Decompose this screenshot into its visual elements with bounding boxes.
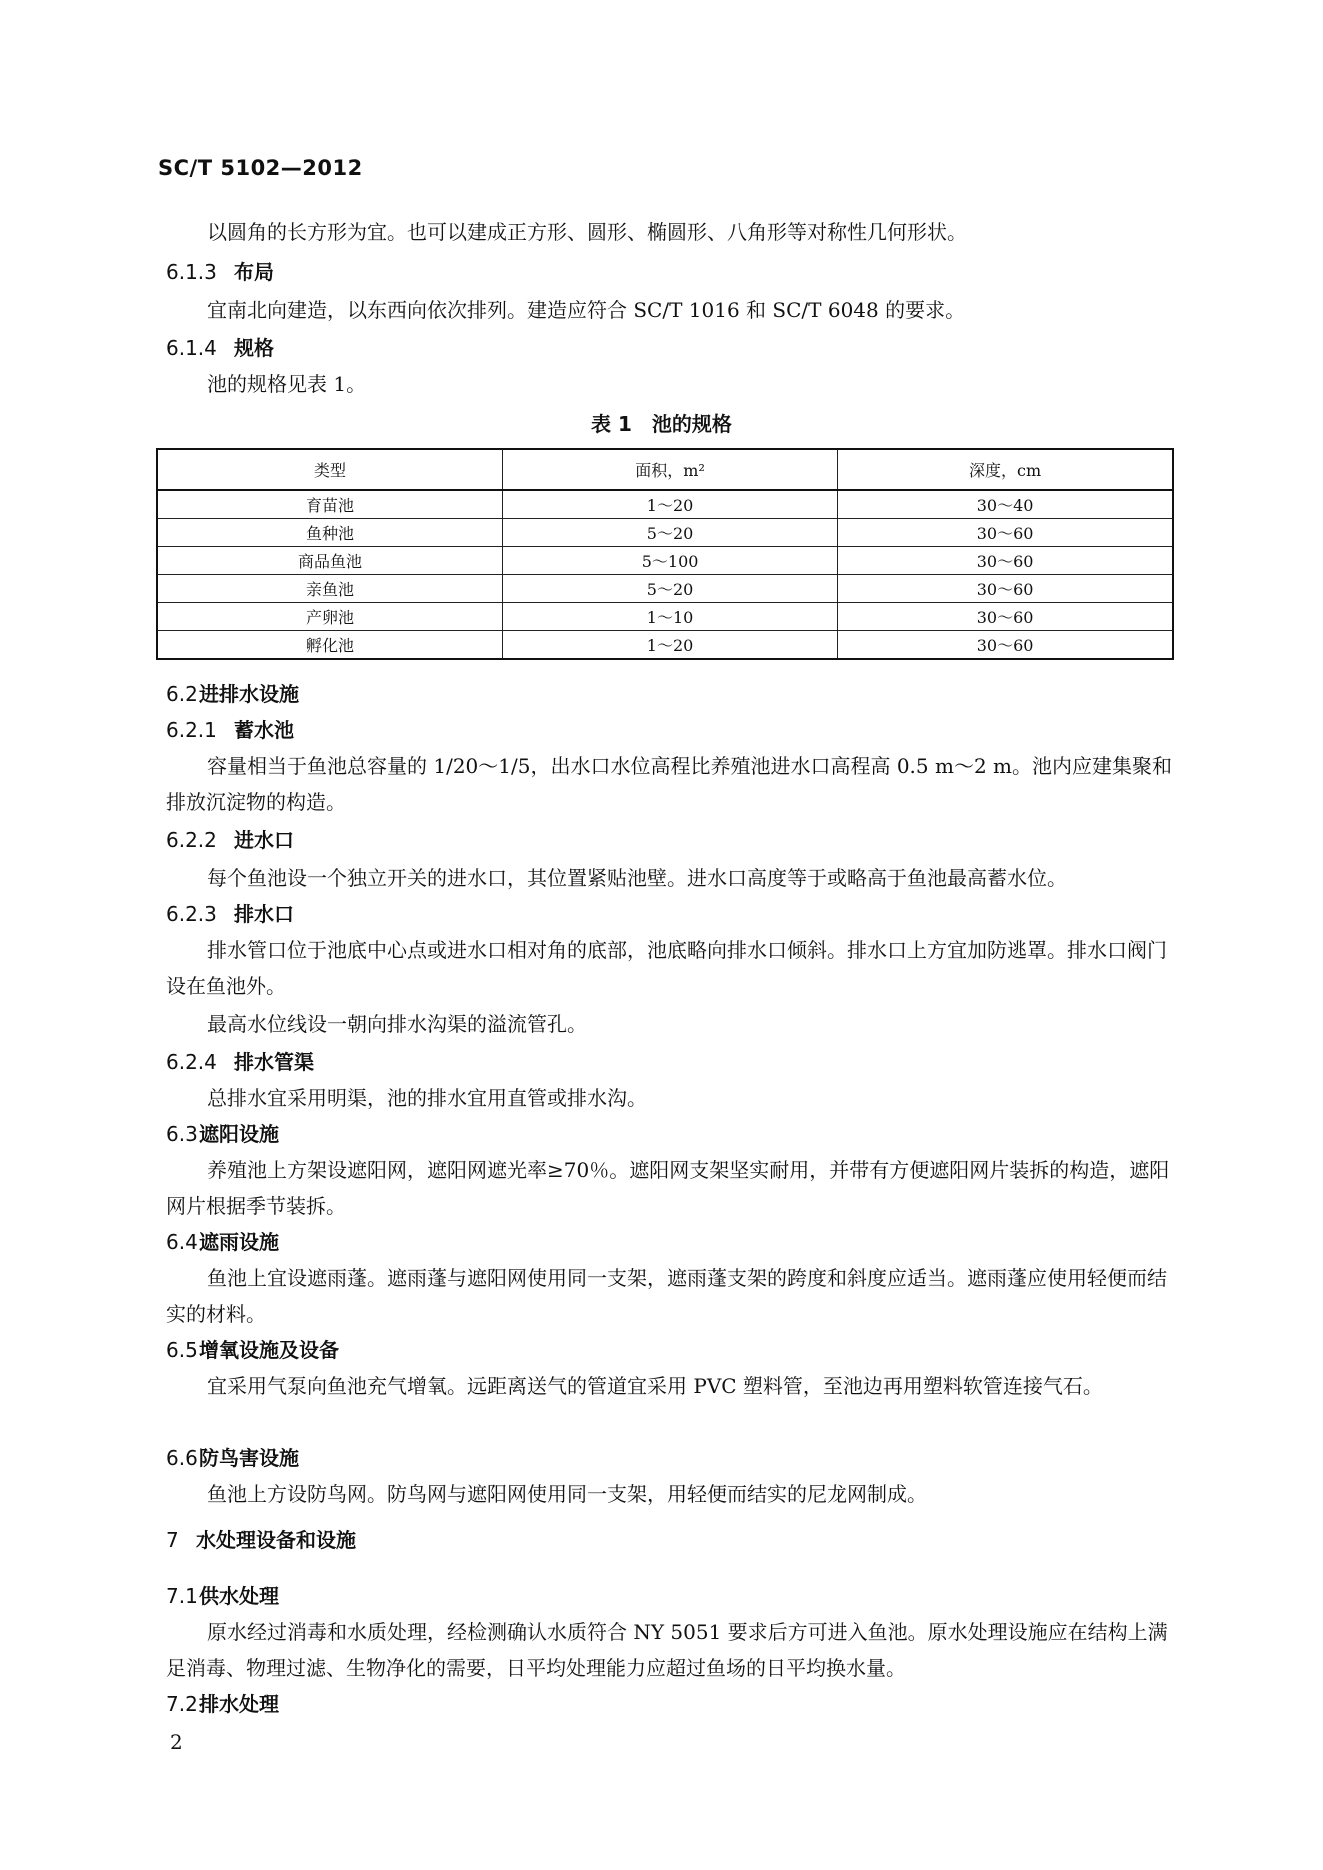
paragraph-6-3: 养殖池上方架设遮阳网，遮阳网遮光率≥70％。遮阳网支架坚实耐用，并带有方便遮阳网片装拆的构造，遮阳网片根据季节装拆。 [166, 1158, 1170, 1218]
heading-6-6 [166, 1442, 299, 1474]
section-title: 遮雨设施 [199, 1230, 279, 1254]
cell-depth: 30～60 [838, 603, 1173, 631]
cell-depth: 30～60 [838, 519, 1173, 547]
paragraph-6-2-2: 每个鱼池设一个独立开关的进水口，其位置紧贴池壁。进水口高度等于或略高于鱼池最高蓄水位。 [207, 866, 1067, 890]
cell-area: 1～20 [502, 631, 837, 660]
section-title: 排水处理 [199, 1692, 279, 1716]
section-title: 供水处理 [199, 1584, 279, 1608]
section-number: 6.2 [166, 682, 198, 706]
cell-area: 5～100 [502, 547, 837, 575]
paragraph-6-6: 鱼池上方设防鸟网。防鸟网与遮阳网使用同一支架，用轻便而结实的尼龙网制成。 [207, 1482, 927, 1506]
cell-type: 亲鱼池 [157, 575, 502, 603]
cell-area: 5～20 [502, 519, 837, 547]
table-caption: 表 1 池的规格 [591, 412, 732, 436]
cell-type: 产卵池 [157, 603, 502, 631]
standard-code: SC/T 5102—2012 [158, 156, 363, 180]
column-header-area: 面积，m² [502, 449, 837, 490]
section-title: 规格 [234, 336, 274, 360]
table-row [157, 519, 1173, 547]
section-number: 6.2.1 [166, 718, 217, 742]
column-header-depth: 深度，cm [838, 449, 1173, 490]
cell-depth: 30～60 [838, 631, 1173, 660]
cell-type: 商品鱼池 [157, 547, 502, 575]
paragraph-6-1-3: 宜南北向建造，以东西向依次排列。建造应符合 SC/T 1016 和 SC/T 6048 的要求。 [207, 298, 966, 322]
section-number: 7 [166, 1528, 179, 1552]
heading-7-2 [166, 1688, 279, 1720]
section-title: 排水管渠 [234, 1050, 314, 1074]
heading-6-1-4 [166, 332, 274, 364]
section-title: 进排水设施 [199, 682, 299, 706]
heading-6-2-2 [166, 824, 294, 856]
heading-6-2-3 [166, 898, 294, 930]
section-number: 6.4 [166, 1230, 198, 1254]
section-title: 遮阳设施 [199, 1122, 279, 1146]
section-number: 6.2.3 [166, 902, 217, 926]
table-row [157, 631, 1173, 660]
table-row [157, 575, 1173, 603]
section-number: 6.6 [166, 1446, 198, 1470]
cell-depth: 30～60 [838, 575, 1173, 603]
section-number: 6.1.4 [166, 336, 217, 360]
heading-6-5 [166, 1334, 339, 1366]
table-row [157, 547, 1173, 575]
cell-area: 1～10 [502, 603, 837, 631]
heading-6-4 [166, 1226, 279, 1258]
paragraph-7-1: 原水经过消毒和水质处理，经检测确认水质符合 NY 5051 要求后方可进入鱼池。原水处理设施应在结构上满足消毒、物理过滤、生物净化的需要，日平均处理能力应超过鱼场的日平均换水量。 [166, 1620, 1168, 1680]
section-number: 6.1.3 [166, 260, 217, 284]
table-header-row [157, 449, 1173, 490]
paragraph-6-2-3: 排水管口位于池底中心点或进水口相对角的底部，池底略向排水口倾斜。排水口上方宜加防逃罩。排水口阀门设在鱼池外。 [166, 938, 1167, 998]
heading-6-2-1 [166, 714, 294, 746]
table-row [157, 603, 1173, 631]
section-title: 水处理设备和设施 [196, 1528, 356, 1552]
paragraph-shape: 以圆角的长方形为宜。也可以建成正方形、圆形、椭圆形、八角形等对称性几何形状。 [207, 220, 967, 244]
section-title: 防鸟害设施 [199, 1446, 299, 1470]
paragraph-6-4: 鱼池上宜设遮雨蓬。遮雨蓬与遮阳网使用同一支架，遮雨蓬支架的跨度和斜度应适当。遮雨蓬应使用轻便而结实的材料。 [166, 1266, 1167, 1326]
section-title: 增氧设施及设备 [199, 1338, 339, 1362]
table-row [157, 490, 1173, 519]
paragraph-6-2-1: 容量相当于鱼池总容量的 1/20～1/5，出水口水位高程比养殖池进水口高程高 0.5 m～2 m。池内应建集聚和排放沉淀物的构造。 [166, 754, 1172, 814]
cell-depth: 30～60 [838, 547, 1173, 575]
section-number: 6.2.2 [166, 828, 217, 852]
section-number: 7.1 [166, 1584, 198, 1608]
section-number: 6.2.4 [166, 1050, 217, 1074]
cell-type: 育苗池 [157, 490, 502, 519]
section-number: 6.5 [166, 1338, 198, 1362]
section-title: 排水口 [234, 902, 294, 926]
paragraph-6-5: 宜采用气泵向鱼池充气增氧。远距离送气的管道宜采用 PVC 塑料管，至池边再用塑料软管连接气石。 [207, 1374, 1103, 1398]
paragraph-6-2-4: 总排水宜采用明渠，池的排水宜用直管或排水沟。 [207, 1086, 647, 1110]
heading-6-2-4 [166, 1046, 314, 1078]
heading-6-1-3 [166, 256, 274, 288]
paragraph-6-2-3-overflow: 最高水位线设一朝向排水沟渠的溢流管孔。 [207, 1012, 587, 1036]
cell-type: 鱼种池 [157, 519, 502, 547]
heading-7-1 [166, 1580, 279, 1612]
heading-6-2 [166, 678, 299, 710]
cell-depth: 30～40 [838, 490, 1173, 519]
section-number: 7.2 [166, 1692, 198, 1716]
section-title: 蓄水池 [234, 718, 294, 742]
cell-area: 1～20 [502, 490, 837, 519]
heading-6-3 [166, 1118, 279, 1150]
cell-type: 孵化池 [157, 631, 502, 660]
section-number: 6.3 [166, 1122, 198, 1146]
heading-7 [166, 1524, 356, 1556]
cell-area: 5～20 [502, 575, 837, 603]
pond-spec-table [156, 448, 1174, 660]
section-title: 进水口 [234, 828, 294, 852]
paragraph-6-1-4: 池的规格见表 1。 [207, 372, 367, 396]
page-number: 2 [170, 1730, 183, 1754]
column-header-type: 类型 [157, 449, 502, 490]
section-title: 布局 [234, 260, 274, 284]
